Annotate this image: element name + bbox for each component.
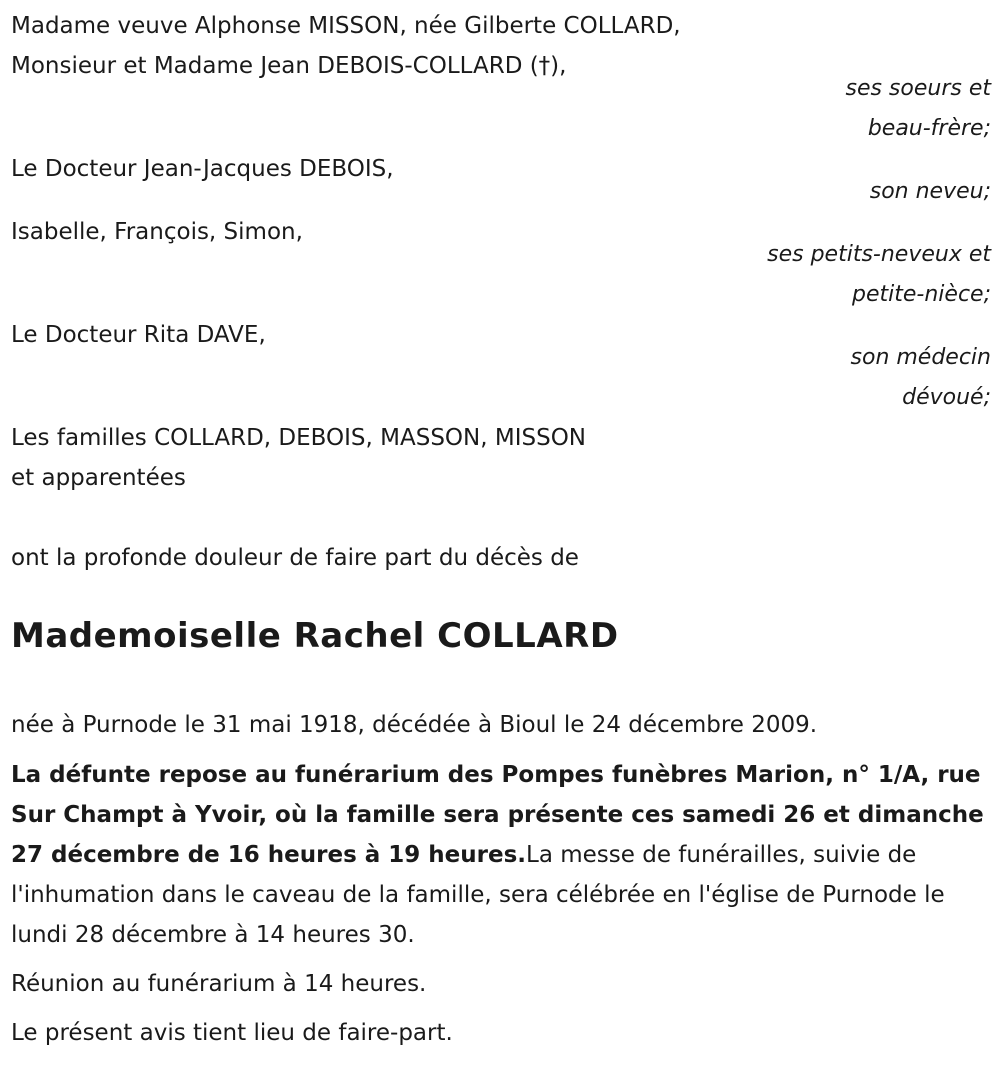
- deceased-name: Mademoiselle Rachel COLLARD: [11, 616, 619, 656]
- announcer-line-2: Monsieur et Madame Jean DEBOIS-COLLARD (†),: [11, 53, 567, 79]
- relation-grandnephews: ses petits-neveux et: [767, 242, 991, 267]
- announcer-line-7: et apparentées: [11, 465, 186, 491]
- relation-devoted: dévoué;: [902, 385, 991, 410]
- announcer-line-3: Le Docteur Jean-Jacques DEBOIS,: [11, 156, 394, 182]
- meeting-text: Réunion au funérarium à 14 heures.: [11, 971, 427, 997]
- relation-sisters: ses soeurs et: [845, 76, 991, 101]
- funeral-details: [11, 755, 986, 955]
- funeral-viewing-text: La défunte repose au funérarium des Pompes funèbres Marion, n° 1/A, rue Sur Champt à Yvoir, où la famille sera présente ces samedi 26 et dimanche 27 décembre de 16 heures à 19 heures.: [11, 762, 984, 868]
- relation-grandniece: petite-nièce;: [852, 282, 991, 307]
- funeral-mass-text: La messe de funérailles, suivie de l'inhumation dans le caveau de la famille, sera célébrée en l'église de Purnode le lundi 28 décembre à 14 heures 30.: [11, 842, 945, 948]
- announcer-line-1: Madame veuve Alphonse MISSON, née Gilberte COLLARD,: [11, 13, 681, 39]
- announcer-line-5: Le Docteur Rita DAVE,: [11, 322, 266, 348]
- birth-death-text: née à Purnode le 31 mai 1918, décédée à Bioul le 24 décembre 2009.: [11, 712, 818, 738]
- announcer-line-4: Isabelle, François, Simon,: [11, 219, 303, 245]
- intro-text: ont la profonde douleur de faire part du décès de: [11, 545, 579, 571]
- announcer-line-6: Les familles COLLARD, DEBOIS, MASSON, MISSON: [11, 425, 586, 451]
- relation-brother-in-law: beau-frère;: [867, 116, 991, 141]
- relation-nephew: son neveu;: [869, 179, 991, 204]
- relation-doctor: son médecin: [850, 345, 991, 370]
- notice-text: Le présent avis tient lieu de faire-part.: [11, 1020, 453, 1046]
